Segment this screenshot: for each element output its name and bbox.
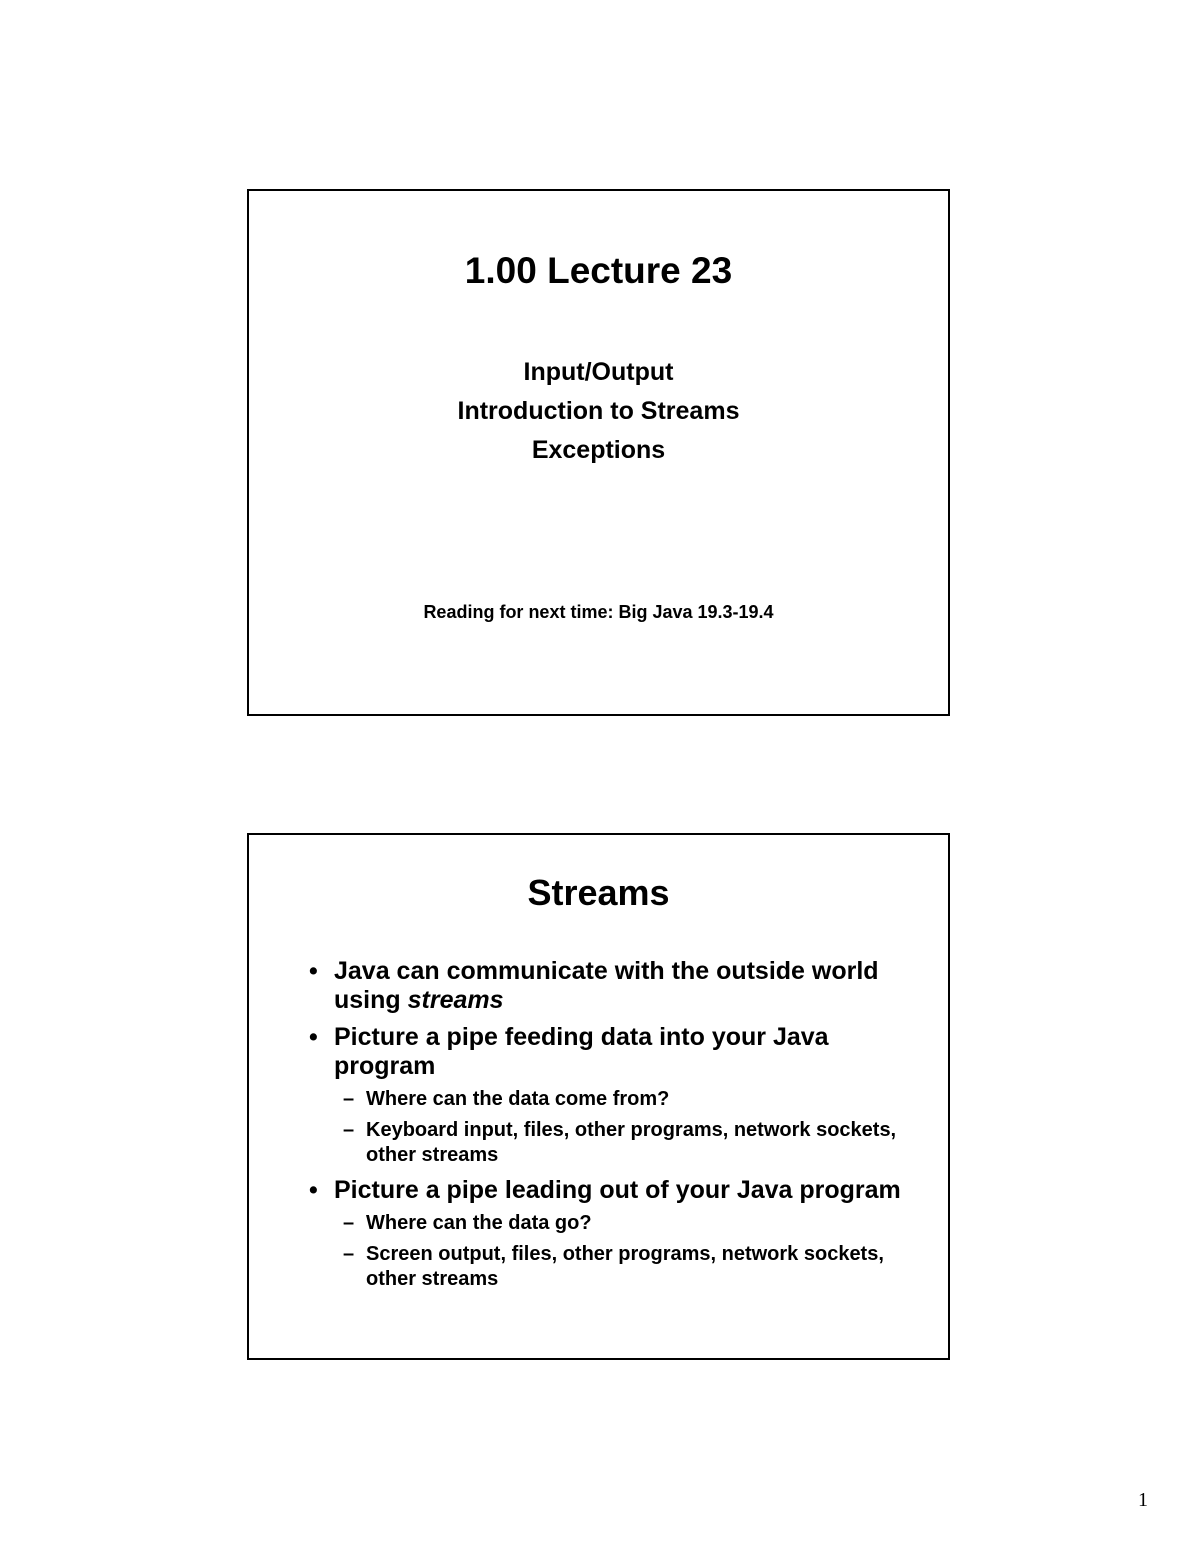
bullet-marker: • — [309, 957, 318, 985]
sub-text: Screen output, files, other programs, network sockets, other streams — [366, 1243, 884, 1290]
bullet-text: Picture a pipe feeding data into your Java program — [334, 1023, 829, 1080]
list-item — [307, 1023, 907, 1168]
slide-streams — [247, 833, 950, 1360]
page-number: 1 — [1138, 1489, 1148, 1511]
bullet-text: Picture a pipe leading out of your Java program — [334, 1176, 901, 1204]
slide-lecture-title — [247, 189, 950, 716]
sub-list — [307, 1087, 907, 1168]
sub-marker: – — [343, 1212, 355, 1234]
list-item — [307, 1176, 907, 1292]
slide-title: Streams — [527, 872, 670, 913]
sub-text: Where can the data come from? — [366, 1088, 670, 1110]
sub-list — [307, 1211, 907, 1292]
topic-streams: Introduction to Streams — [457, 397, 740, 425]
lecture-topics — [249, 353, 948, 470]
sub-item — [307, 1118, 907, 1168]
sub-text: Where can the data go? — [366, 1212, 592, 1234]
bullet-marker: • — [309, 1023, 318, 1051]
topic-input-output: Input/Output — [523, 358, 674, 386]
sub-item — [307, 1242, 907, 1292]
sub-item — [307, 1211, 907, 1236]
bullet-list — [307, 957, 907, 1300]
sub-marker: – — [343, 1119, 355, 1141]
sub-marker: – — [343, 1243, 355, 1265]
sub-item — [307, 1087, 907, 1112]
sub-marker: – — [343, 1088, 355, 1110]
bullet-marker: • — [309, 1176, 318, 1204]
list-item — [307, 957, 907, 1015]
topic-exceptions: Exceptions — [531, 436, 666, 464]
bullet-emphasis: streams — [407, 986, 504, 1014]
sub-text: Keyboard input, files, other programs, network sockets, other streams — [366, 1119, 897, 1166]
bullet-text: Java can communicate with the outside world using — [334, 957, 879, 1014]
lecture-title: 1.00 Lecture 23 — [464, 250, 733, 291]
reading-assignment: Reading for next time: Big Java 19.3-19.4 — [423, 602, 774, 622]
